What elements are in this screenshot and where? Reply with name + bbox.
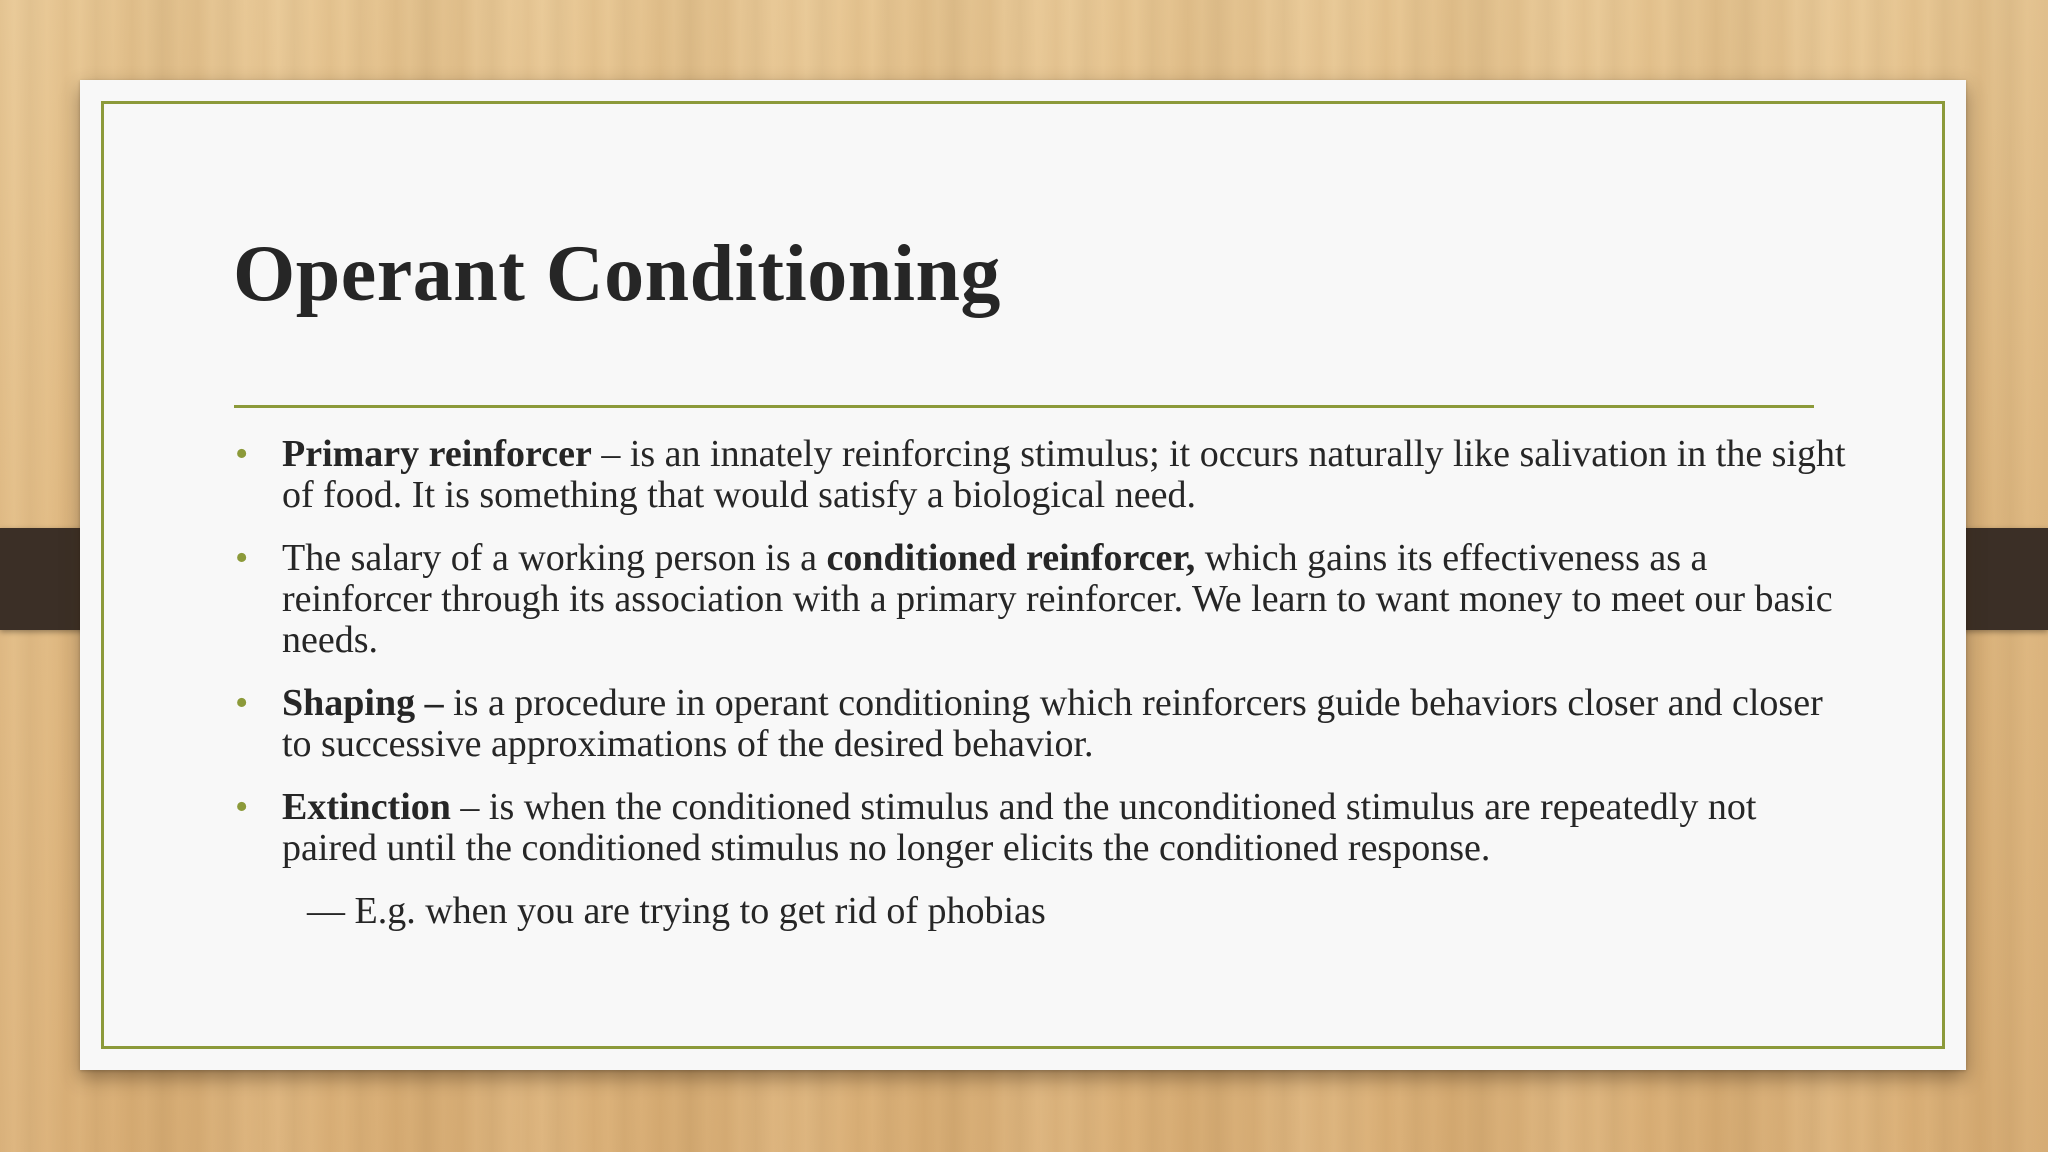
term-primary-reinforcer: Primary reinforcer (282, 433, 592, 475)
slide (80, 80, 1966, 1070)
bullet-text: is a procedure in operant conditioning which reinforcers guide behaviors closer and closer to successive approximations of the desired behavior. (282, 682, 1823, 765)
title-divider (234, 405, 1814, 408)
bullet-dot-icon: • (235, 682, 249, 724)
bullet-conditioned-reinforcer (235, 538, 1855, 661)
bullet-extinction (235, 787, 1855, 869)
bullet-text-lead: The salary of a working person is a (282, 537, 827, 579)
term-shaping: Shaping – (282, 682, 444, 724)
slide-title: Operant Conditioning (233, 230, 1001, 318)
sub-bullet-phobias: — E.g. when you are trying to get rid of phobias (307, 890, 1046, 932)
bullet-text: – is when the conditioned stimulus and the unconditioned stimulus are repeatedly not paired until the conditioned stimulus no longer elicits the conditioned response. (282, 786, 1757, 869)
bullet-dot-icon: • (235, 537, 249, 579)
term-conditioned-reinforcer: conditioned reinforcer, (826, 537, 1196, 579)
bullet-dot-icon: • (235, 433, 249, 475)
bullet-text: – is an innately reinforcing stimulus; it occurs naturally like salivation in the sight of food. It is something that would satisfy a biological need. (282, 433, 1846, 516)
bullet-text: which gains its effectiveness as a reinforcer through its association with a primary reinforcer. We learn to want money to meet our basic needs. (282, 537, 1833, 661)
term-extinction: Extinction (282, 786, 451, 828)
bullet-primary-reinforcer (235, 434, 1855, 516)
bullet-list (235, 434, 1855, 932)
bullet-dot-icon: • (235, 786, 249, 828)
bullet-shaping (235, 683, 1855, 765)
